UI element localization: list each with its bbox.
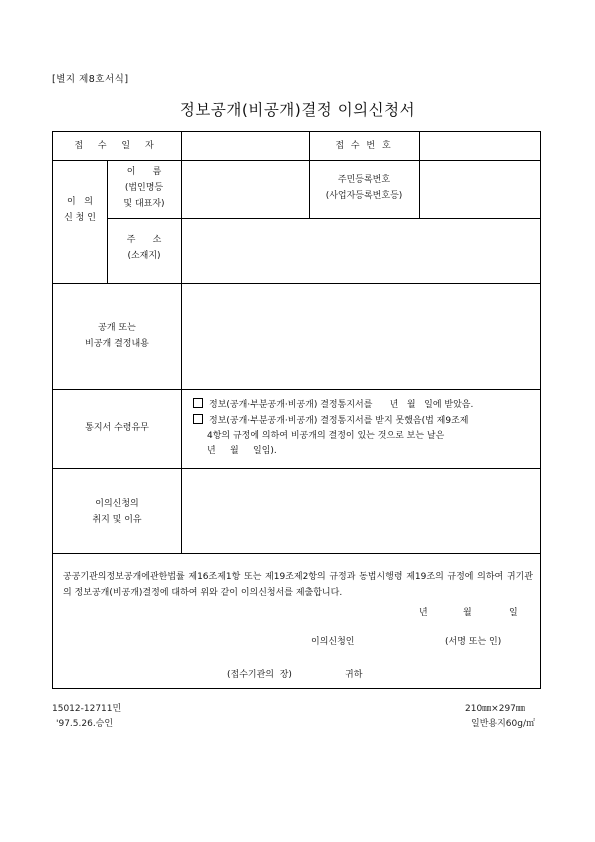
honorific-label: 귀하 — [345, 670, 363, 680]
name-label-2: (법인명등 — [124, 183, 164, 193]
receipt-number-label: 접 수 번 호 — [335, 141, 393, 151]
objection-label-2: 취지 및 이유 — [92, 515, 142, 525]
receipt-number-field[interactable] — [420, 133, 539, 159]
paper-size: 210㎜×297㎜ — [465, 704, 525, 714]
application-form-table — [52, 131, 541, 689]
applicant-sign-label: 이의신청인 — [311, 637, 355, 647]
address-label-2: (소재지) — [127, 251, 161, 261]
checkbox-received[interactable] — [193, 398, 203, 408]
legal-statement: 공공기관의정보공개에관한법률 제16조제1항 또는 제19조제2항의 규정과 동법시행령 제19조의 규정에 의하여 귀기관의 정보공개(비공개)결정에 대하여 위와 같이 이의신청서를 제출합니다. — [63, 572, 533, 598]
signature-label: (서명 또는 인) — [445, 637, 502, 647]
resident-number-label-2: (사업자등록번호등) — [325, 191, 403, 201]
date-year-label: 년 — [419, 608, 428, 618]
option-received-text: 정보(공개·부분공개·비공개) 결정통지서를 년 월 일에 받았음. — [209, 400, 474, 410]
receipt-date-field[interactable] — [182, 133, 308, 159]
option-not-received-text-1: 정보(공개·부분공개·비공개) 결정통지서를 받지 못했음(법 제9조제 — [209, 416, 469, 426]
option-not-received[interactable] — [193, 414, 468, 429]
form-code: 15012-12711민 — [52, 704, 122, 714]
name-label-1: 이 름 — [126, 167, 162, 177]
decision-label-2: 비공개 결정내용 — [85, 339, 149, 349]
form-title: 정보공개(비공개)결정 이의신청서 — [179, 101, 416, 119]
paper-weight: 일반용지60g/㎡ — [471, 719, 535, 729]
checkbox-not-received[interactable] — [193, 414, 203, 424]
objection-reason-field[interactable] — [182, 469, 539, 552]
name-field[interactable] — [182, 161, 308, 217]
decision-label-1: 공개 또는 — [98, 323, 136, 333]
resident-number-field[interactable] — [420, 161, 539, 217]
objection-label-1: 이의신청의 — [95, 499, 139, 509]
decision-content-field[interactable] — [182, 284, 539, 388]
receipt-date-label: 접 수 일 자 — [74, 141, 160, 151]
address-field[interactable] — [182, 219, 539, 282]
name-label-3: 및 대표자) — [123, 199, 165, 209]
option-received[interactable] — [193, 398, 473, 413]
applicant-group-label-2: 신 청 인 — [64, 213, 96, 223]
applicant-group-label-1: 이 의 — [67, 197, 93, 207]
address-label-1: 주 소 — [126, 235, 162, 245]
addressee-label: (접수기관의 장) — [227, 670, 292, 680]
form-number-label: [별지 제8호서식] — [52, 74, 129, 85]
resident-number-label-1: 주민등록번호 — [337, 175, 391, 185]
notice-receipt-label: 통지서 수령유무 — [85, 423, 149, 433]
date-day-label: 일 — [509, 608, 518, 618]
option-not-received-text-2: 4항의 규정에 의하여 비공개의 결정이 있는 것으로 보는 날은 — [207, 431, 445, 441]
approval-date: '97.5.26.승인 — [56, 719, 114, 729]
date-month-label: 월 — [463, 608, 472, 618]
option-not-received-text-3: 년 월 일임). — [207, 446, 277, 456]
